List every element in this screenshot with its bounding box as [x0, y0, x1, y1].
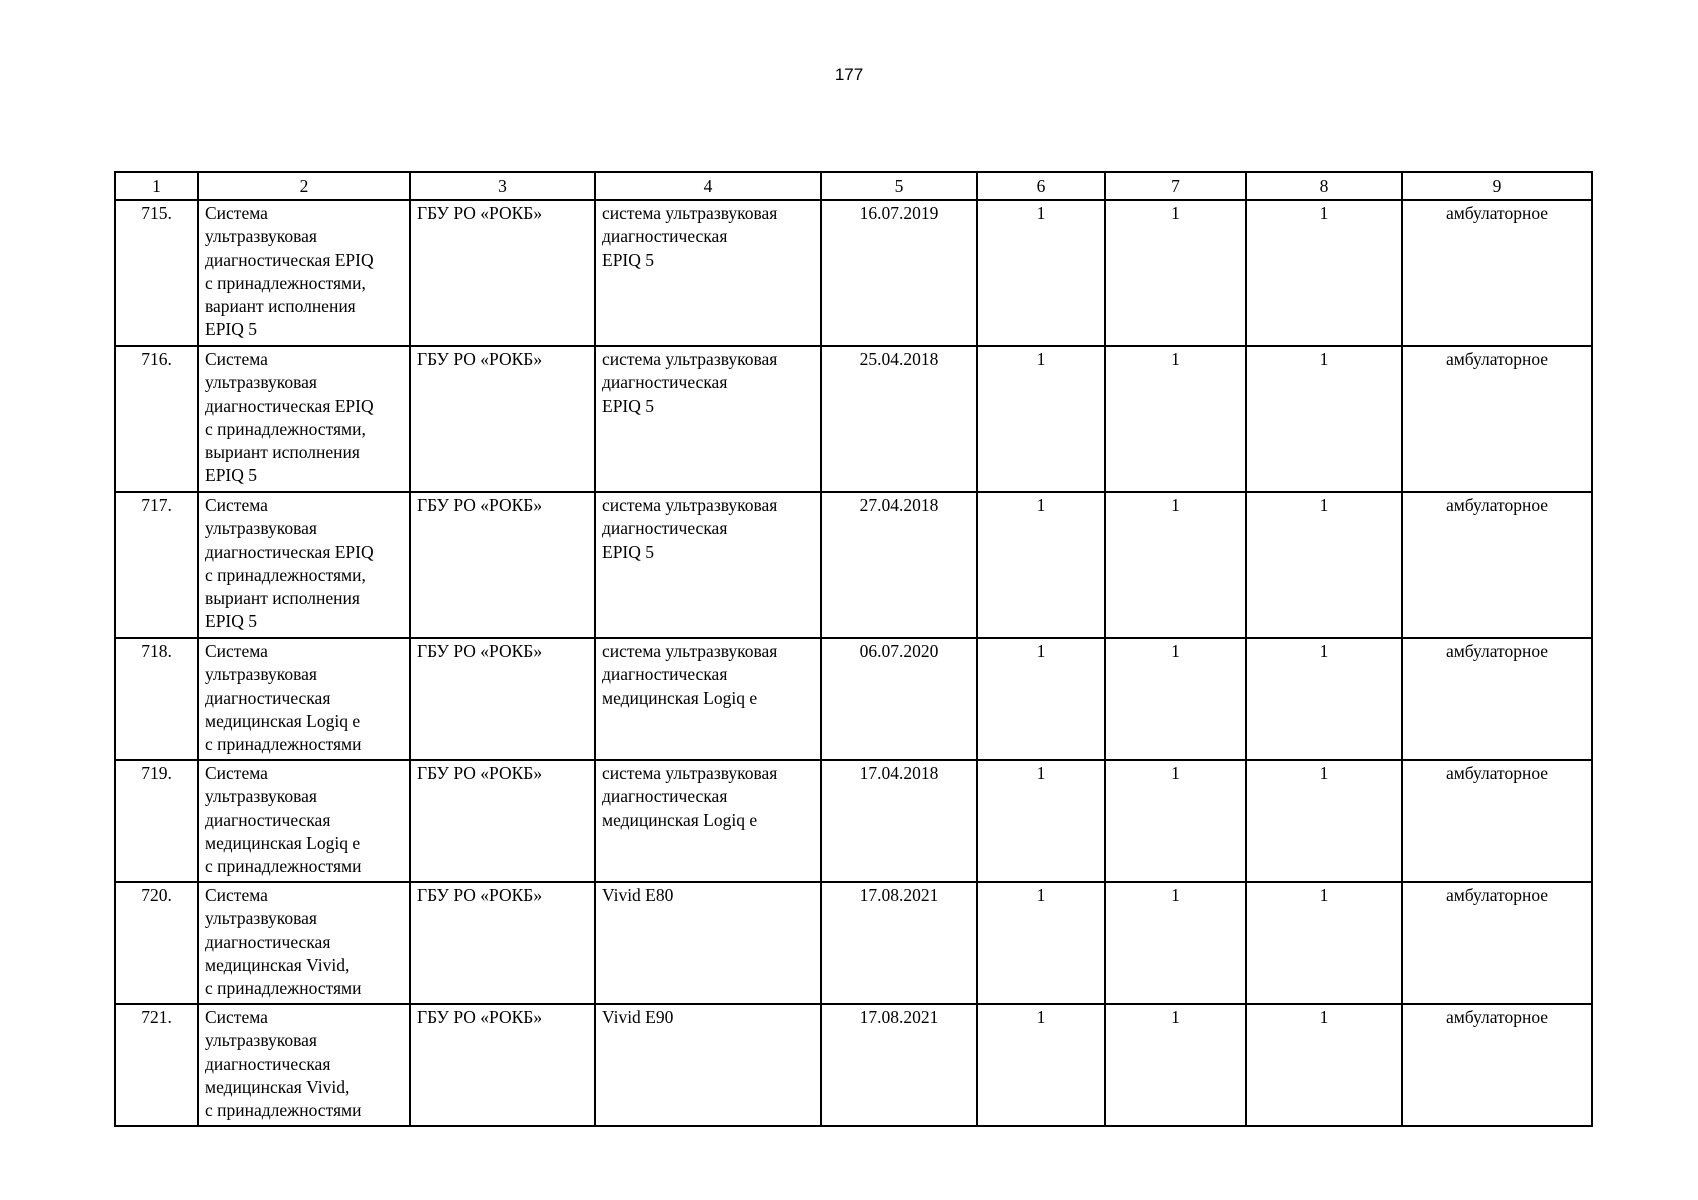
table-row	[115, 1004, 1592, 1126]
model-cell-line: EPIQ 5	[602, 249, 655, 270]
row-number-cell: 717.	[115, 492, 198, 638]
organization-cell: ГБУ РО «РОКБ»	[410, 882, 595, 1004]
date-cell: 16.07.2019	[821, 200, 977, 346]
equipment-name-cell-line: с принадлежностями	[205, 734, 362, 755]
column-header: 7	[1105, 172, 1246, 200]
organization-cell: ГБУ РО «РОКБ»	[410, 1004, 595, 1126]
equipment-name-cell-line: диагностическая	[205, 931, 331, 952]
model-cell-line: EPIQ 5	[602, 541, 655, 562]
equipment-name-cell-line: Система	[205, 641, 268, 661]
equipment-name-cell-line: ультразвуковая	[205, 908, 317, 929]
equipment-name-cell-line: с принадлежностями	[205, 978, 362, 999]
equipment-name-cell-line: EPIQ 5	[205, 465, 258, 486]
row-number-cell: 719.	[115, 760, 198, 882]
equipment-name-cell-line: выриант исполнения	[205, 588, 360, 609]
date-cell: 25.04.2018	[821, 346, 977, 492]
model-cell-line: система ультразвуковая	[602, 641, 778, 661]
care-type-cell: амбулаторное	[1402, 346, 1592, 492]
equipment-name-cell-line: EPIQ 5	[205, 319, 258, 340]
equipment-name-cell	[198, 638, 410, 760]
column-header: 6	[977, 172, 1105, 200]
model-cell-line: медицинская Logiq e	[602, 687, 758, 708]
equipment-name-cell-line: диагностическая EPIQ	[205, 249, 374, 270]
column-header: 9	[1402, 172, 1592, 200]
column-7-cell: 1	[1105, 760, 1246, 882]
model-cell-line: диагностическая	[602, 786, 728, 807]
model-cell	[595, 638, 821, 760]
column-8-cell: 1	[1246, 200, 1402, 346]
equipment-name-cell-line: диагностическая EPIQ	[205, 395, 374, 416]
equipment-name-cell-line: с принадлежностями	[205, 1100, 362, 1121]
model-cell-line: Vivid E90	[602, 1007, 674, 1027]
equipment-name-cell	[198, 200, 410, 346]
care-type-cell: амбулаторное	[1402, 638, 1592, 760]
column-6-cell: 1	[977, 638, 1105, 760]
model-cell	[595, 200, 821, 346]
table-body	[115, 200, 1592, 1126]
column-8-cell: 1	[1246, 346, 1402, 492]
equipment-name-cell-line: ультразвуковая	[205, 518, 317, 539]
organization-cell: ГБУ РО «РОКБ»	[410, 346, 595, 492]
equipment-name-cell-line: медицинская Vivid,	[205, 954, 350, 975]
equipment-name-cell-line: выриант исполнения	[205, 442, 360, 463]
date-cell: 27.04.2018	[821, 492, 977, 638]
model-cell-line: медицинская Logiq e	[602, 809, 758, 830]
care-type-cell: амбулаторное	[1402, 1004, 1592, 1126]
date-cell: 17.08.2021	[821, 882, 977, 1004]
model-cell-line: диагностическая	[602, 518, 728, 539]
table-row	[115, 760, 1592, 882]
column-7-cell: 1	[1105, 346, 1246, 492]
equipment-name-cell	[198, 346, 410, 492]
column-8-cell: 1	[1246, 760, 1402, 882]
equipment-name-cell-line: с принадлежностями,	[205, 564, 366, 585]
equipment-name-cell-line: диагностическая	[205, 687, 331, 708]
column-7-cell: 1	[1105, 492, 1246, 638]
column-6-cell: 1	[977, 346, 1105, 492]
column-header: 2	[198, 172, 410, 200]
model-cell	[595, 346, 821, 492]
column-header: 3	[410, 172, 595, 200]
column-7-cell: 1	[1105, 200, 1246, 346]
equipment-name-cell-line: ультразвуковая	[205, 786, 317, 807]
header-row	[115, 172, 1592, 200]
organization-cell: ГБУ РО «РОКБ»	[410, 760, 595, 882]
model-cell	[595, 1004, 821, 1126]
organization-cell: ГБУ РО «РОКБ»	[410, 492, 595, 638]
model-cell-line: диагностическая	[602, 664, 728, 685]
model-cell-line: Vivid E80	[602, 885, 674, 905]
column-6-cell: 1	[977, 1004, 1105, 1126]
column-header: 8	[1246, 172, 1402, 200]
equipment-name-cell-line: Система	[205, 885, 268, 905]
table-row	[115, 200, 1592, 346]
column-7-cell: 1	[1105, 882, 1246, 1004]
column-8-cell: 1	[1246, 638, 1402, 760]
equipment-name-cell-line: ультразвуковая	[205, 664, 317, 685]
model-cell	[595, 492, 821, 638]
row-number-cell: 715.	[115, 200, 198, 346]
equipment-name-cell	[198, 1004, 410, 1126]
column-7-cell: 1	[1105, 1004, 1246, 1126]
care-type-cell: амбулаторное	[1402, 760, 1592, 882]
equipment-table	[114, 171, 1593, 1127]
date-cell: 17.04.2018	[821, 760, 977, 882]
equipment-name-cell	[198, 760, 410, 882]
model-cell	[595, 760, 821, 882]
equipment-name-cell-line: Система	[205, 1007, 268, 1027]
column-6-cell: 1	[977, 200, 1105, 346]
care-type-cell: амбулаторное	[1402, 492, 1592, 638]
model-cell-line: система ультразвуковая	[602, 349, 778, 369]
table-row	[115, 638, 1592, 760]
organization-cell: ГБУ РО «РОКБ»	[410, 200, 595, 346]
row-number-cell: 721.	[115, 1004, 198, 1126]
equipment-name-cell-line: вариант исполнения	[205, 296, 356, 317]
table-row	[115, 492, 1592, 638]
equipment-name-cell-line: медицинская Vivid,	[205, 1076, 350, 1097]
equipment-name-cell-line: медицинская Logiq e	[205, 710, 361, 731]
model-cell-line: система ультразвуковая	[602, 763, 778, 783]
equipment-name-cell-line: с принадлежностями,	[205, 272, 366, 293]
equipment-name-cell-line: диагностическая	[205, 809, 331, 830]
model-cell-line: диагностическая	[602, 372, 728, 393]
column-header: 1	[115, 172, 198, 200]
row-number-cell: 716.	[115, 346, 198, 492]
model-cell	[595, 882, 821, 1004]
equipment-name-cell-line: диагностическая	[205, 1053, 331, 1074]
care-type-cell: амбулаторное	[1402, 882, 1592, 1004]
table-row	[115, 882, 1592, 1004]
column-6-cell: 1	[977, 882, 1105, 1004]
equipment-name-cell-line: с принадлежностями,	[205, 418, 366, 439]
equipment-name-cell-line: медицинская Logiq e	[205, 832, 361, 853]
model-cell-line: система ультразвуковая	[602, 495, 778, 515]
organization-cell: ГБУ РО «РОКБ»	[410, 638, 595, 760]
column-8-cell: 1	[1246, 882, 1402, 1004]
equipment-name-cell	[198, 492, 410, 638]
column-6-cell: 1	[977, 760, 1105, 882]
column-header: 5	[821, 172, 977, 200]
model-cell-line: EPIQ 5	[602, 395, 655, 416]
equipment-name-cell-line: ультразвуковая	[205, 1030, 317, 1051]
row-number-cell: 720.	[115, 882, 198, 1004]
date-cell: 06.07.2020	[821, 638, 977, 760]
equipment-name-cell-line: Система	[205, 495, 268, 515]
column-7-cell: 1	[1105, 638, 1246, 760]
row-number-cell: 718.	[115, 638, 198, 760]
column-8-cell: 1	[1246, 1004, 1402, 1126]
equipment-name-cell-line: Система	[205, 203, 268, 223]
equipment-name-cell-line: Система	[205, 349, 268, 369]
model-cell-line: диагностическая	[602, 226, 728, 247]
model-cell-line: система ультразвуковая	[602, 203, 778, 223]
equipment-name-cell-line: Система	[205, 763, 268, 783]
date-cell: 17.08.2021	[821, 1004, 977, 1126]
equipment-name-cell-line: ультразвуковая	[205, 226, 317, 247]
page-number: 177	[834, 65, 864, 84]
equipment-name-cell-line: EPIQ 5	[205, 611, 258, 632]
column-8-cell: 1	[1246, 492, 1402, 638]
equipment-name-cell-line: диагностическая EPIQ	[205, 541, 374, 562]
table-row	[115, 346, 1592, 492]
equipment-name-cell	[198, 882, 410, 1004]
column-header: 4	[595, 172, 821, 200]
equipment-name-cell-line: ультразвуковая	[205, 372, 317, 393]
equipment-name-cell-line: с принадлежностями	[205, 856, 362, 877]
care-type-cell: амбулаторное	[1402, 200, 1592, 346]
column-6-cell: 1	[977, 492, 1105, 638]
